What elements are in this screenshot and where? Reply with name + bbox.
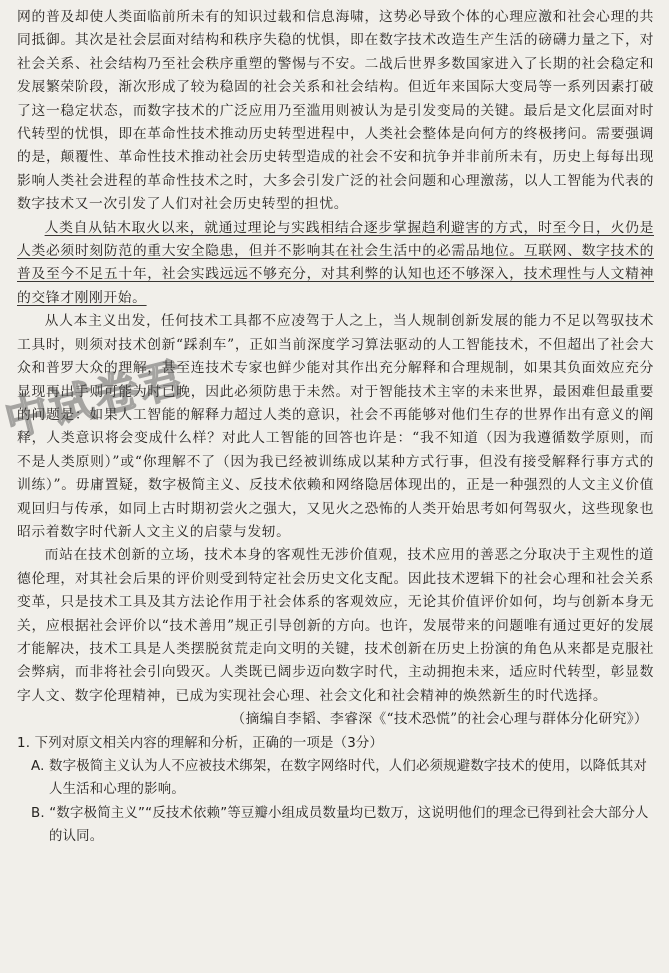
watermark-text: 中试卷君 (0, 352, 191, 447)
question-stem: 1. 下列对原文相关内容的理解和分析，正确的一项是（3分） (17, 735, 384, 751)
underlined-text: 人类自从钻木取火以来，就通过理论与实践相结合逐步掌握趋利避害的方式，时至今日，火仍是人类必须时刻防范的重大安全隐患，但并不影响其在社会生活中的必需品地位。互联网、数字技术的普及至今不足五十年，社会实践远远不够充分，对其利弊的认知也还不够深入，技术理性与人文精神的交锋才刚刚开始。 (17, 219, 654, 306)
paragraph-humanism: 从人本主义出发，任何技术工具都不应凌驾于人之上，当人规制创新发展的能力不足以驾驭技术工具时，则须对技术创新“踩刹车”，正如当前深度学习算法驱动的人工智能技术，不但超出了社会大众和普罗大众的理解，甚至连技术专家也鲜少能对其作出充分解释和合理规制，如果其负面效应充分显现再出手则可能为时已晚，因此必须防患于未然。对于智能技术主宰的未来世界，最困难但最重要的问题是：如果人工智能的解释力超过人类的意识，社会不再能够对他们生存的世界作出有意义的阐释，人类意识将会变成什么样？对此人工智能的回答也许是：“我不知道（因为我遵循数学原则，而不是人类原则）”或“你理解不了（因为我已经被训练成以某种方式行事，但没有接受解释行事方式的训练）”。毋庸置疑，数字极简主义、反技术依赖和网络隐居体现出的，正是一种强烈的人文主义价值观回归与传承，如同上古时期初尝火之强大，又见火之恐怖的人类开始思考如何驾驭火，这些现象也昭示着数字时代新人文主义的启蒙与发轫。 (17, 313, 654, 540)
paragraph-innovation: 而站在技术创新的立场，技术本身的客观性无涉价值观，技术应用的善恶之分取决于主观性的道德伦理，对其社会后果的评价则受到特定社会历史文化支配。因此技术逻辑下的社会心理和社会关系变革，只是技术工具及其方法论作用于社会体系的客观效应，无论其价值评价如何，均与创新本身无关，应根据社会评价以“技术善用”规正引导创新的方向。也许，发展带来的问题唯有通过更好的发展才能解决，技术工具是人类摆脱贫荒走向文明的关键，技术创新在历史上扮演的角色从来都是克服社会弊病，而非将社会引向毁灭。人类既已阔步迈向数字时代，主动拥抱未来，适应时代转型，彰显数字人文、数字伦理精神，已成为实现社会心理、社会文化和社会精神的焕然新生的时代选择。 (17, 547, 654, 704)
paragraph-continued: 网的普及却使人类面临前所未有的知识过载和信息海啸，这势必导致个体的心理应激和社会心理的共同抵御。其次是社会层面对结构和秩序失稳的忧惧，即在数字技术改造生产生活的磅礴力量之下，对社会关系、社会结构乃至社会秩序重塑的警惕与不安。二战后世界多数国家进入了长期的社会稳定和发展繁荣阶段，渐次形成了较为稳固的社会关系和社会结构。但近年来国际大变局等一系列因素打破了这一稳定状态，而数字技术的广泛应用乃至滥用则被认为是引发变局的关键。最后是文化层面对时代转型的忧惧，即在革命性技术推动历史转型进程中，人类社会整体是向何方的终极拷问。需要强调的是，颠覆性、革命性技术推动社会历史转型造成的社会不安和抗争并非前所未有，历史上每每出现影响人类社会进程的革命性技术之时，大多会引发广泛的社会问题和心理激荡，以人工智能为代表的数字技术又一次引发了人们对社会历史转型的担忧。 (17, 9, 654, 213)
option-b[interactable]: B. “数字极简主义”“反技术依赖”等豆瓣小组成员数量均已数万，这说明他们的理念已得到社会大部分人的认同。 (31, 805, 649, 845)
paragraph-underlined (17, 217, 654, 311)
option-a[interactable]: A. 数字极简主义认为人不应被技术绑架，在数字网络时代，人们必须规避数字技术的使用，以降低其对人生活和心理的影响。 (31, 759, 648, 798)
source-citation: （摘编自李韬、李睿深《“技术恐慌”的社会心理与群体分化研究》） (231, 711, 648, 728)
